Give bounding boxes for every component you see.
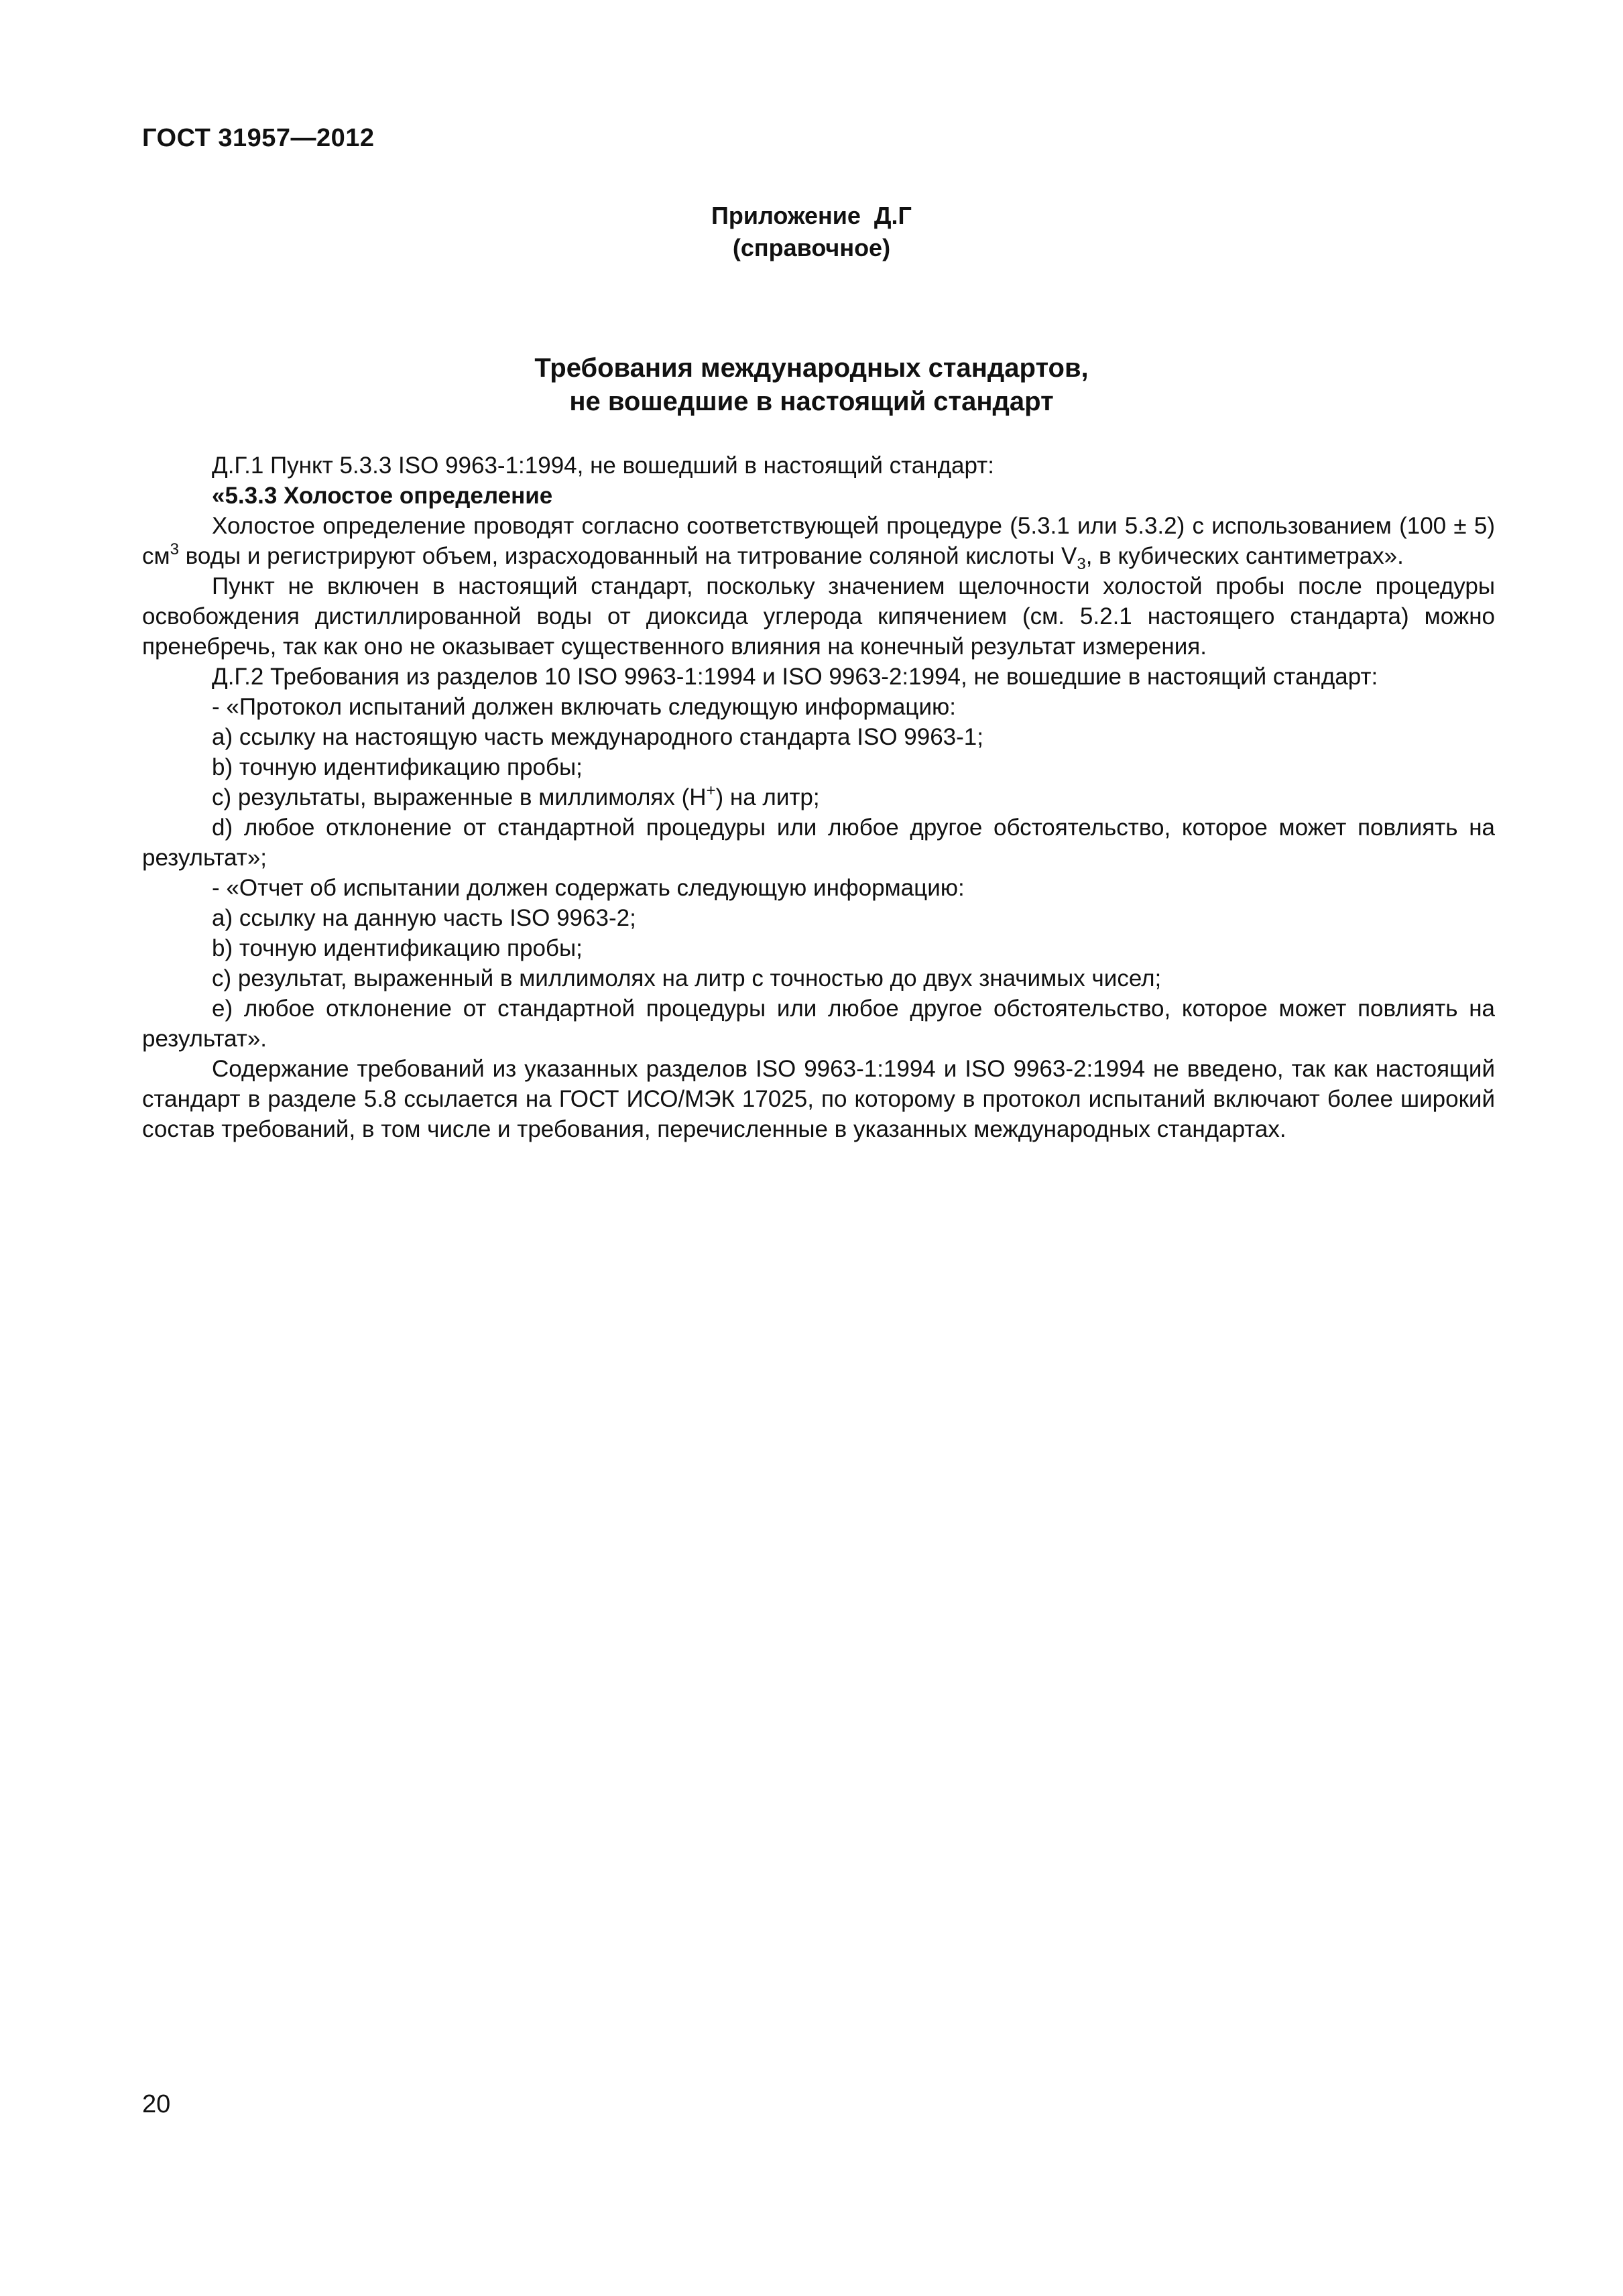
cubic-superscript: 3 [170, 540, 179, 558]
list-item: a) ссылку на настоящую часть международного стандарта ISO 9963-1; [212, 724, 983, 750]
annex-heading [0, 200, 1623, 264]
section-2-intro: Д.Г.2 Требования из разделов 10 ISO 9963-1:1994 и ISO 9963-2:1994, не вошедшие в настоящий стандарт: [212, 664, 1378, 690]
exclusion-reason-paragraph: Пункт не включен в настоящий стандарт, поскольку значением щелочности холостой пробы после процедуры освобождения дистиллированной воды от диоксида углерода кипячением (см. 5.2.1 настоящего стандарта) можно пренебречь, так как оно не оказывает существенного влияния на конечный результат измерения. [142, 573, 1495, 660]
blank-determination-paragraph [142, 511, 1495, 571]
report-intro: - «Отчет об испытании должен содержать следующую информацию: [212, 875, 965, 901]
list-item: b) точную идентификацию пробы; [212, 935, 583, 961]
list-item: e) любое отклонение от стандартной процедуры или любое другое обстоятельство, которое может повлиять на результат». [142, 995, 1495, 1052]
annex-type: (справочное) [732, 234, 891, 261]
document-code: ГОСТ 31957—2012 [142, 124, 375, 152]
protocol-c-text-2: ) на литр; [715, 784, 820, 810]
list-item: c) результат, выраженный в миллимолях на литр с точностью до двух значимых чисел; [212, 965, 1162, 991]
annex-title [0, 351, 1623, 418]
hydrogen-ion-superscript: + [706, 782, 716, 800]
list-item: a) ссылку на данную часть ISO 9963-2; [212, 905, 636, 931]
document-body [142, 450, 1495, 1144]
annex-label: Приложение Д.Г [711, 202, 912, 229]
blank-text-3: , в кубических сантиметрах». [1085, 543, 1404, 569]
blank-text-1: Холостое определение проводят согласно соответствующей процедуре (5.3.1 или 5.3.2) с использованием (100 ± 5) см [142, 513, 1495, 569]
annex-title-line-2: не вошедшие в настоящий стандарт [569, 387, 1054, 416]
blank-text-2: воды и регистрируют объем, израсходованный на титрование соляной кислоты V [178, 543, 1077, 569]
section-1-intro: Д.Г.1 Пункт 5.3.3 ISO 9963-1:1994, не вошедший в настоящий стандарт: [212, 452, 994, 479]
conclusion-paragraph: Содержание требований из указанных разделов ISO 9963-1:1994 и ISO 9963-2:1994 не введено, так как настоящий стандарт в разделе 5.8 ссылается на ГОСТ ИСО/МЭК 17025, по которому в протокол испытаний включают более широкий состав требований, в том числе и требования, перечисленные в указанных международных стандартах. [142, 1056, 1495, 1142]
annex-title-line-1: Требования международных стандартов, [534, 353, 1089, 383]
volume-subscript: 3 [1077, 555, 1086, 573]
protocol-c-text-1: c) результаты, выраженные в миллимолях (H [212, 784, 707, 810]
page-number: 20 [142, 2090, 171, 2118]
list-item [142, 782, 1495, 812]
clause-heading: «5.3.3 Холостое определение [212, 483, 553, 509]
list-item: d) любое отклонение от стандартной процедуры или любое другое обстоятельство, которое может повлиять на результат»; [142, 814, 1495, 871]
list-item: b) точную идентификацию пробы; [212, 754, 583, 780]
protocol-intro: - «Протокол испытаний должен включать следующую информацию: [212, 694, 956, 720]
